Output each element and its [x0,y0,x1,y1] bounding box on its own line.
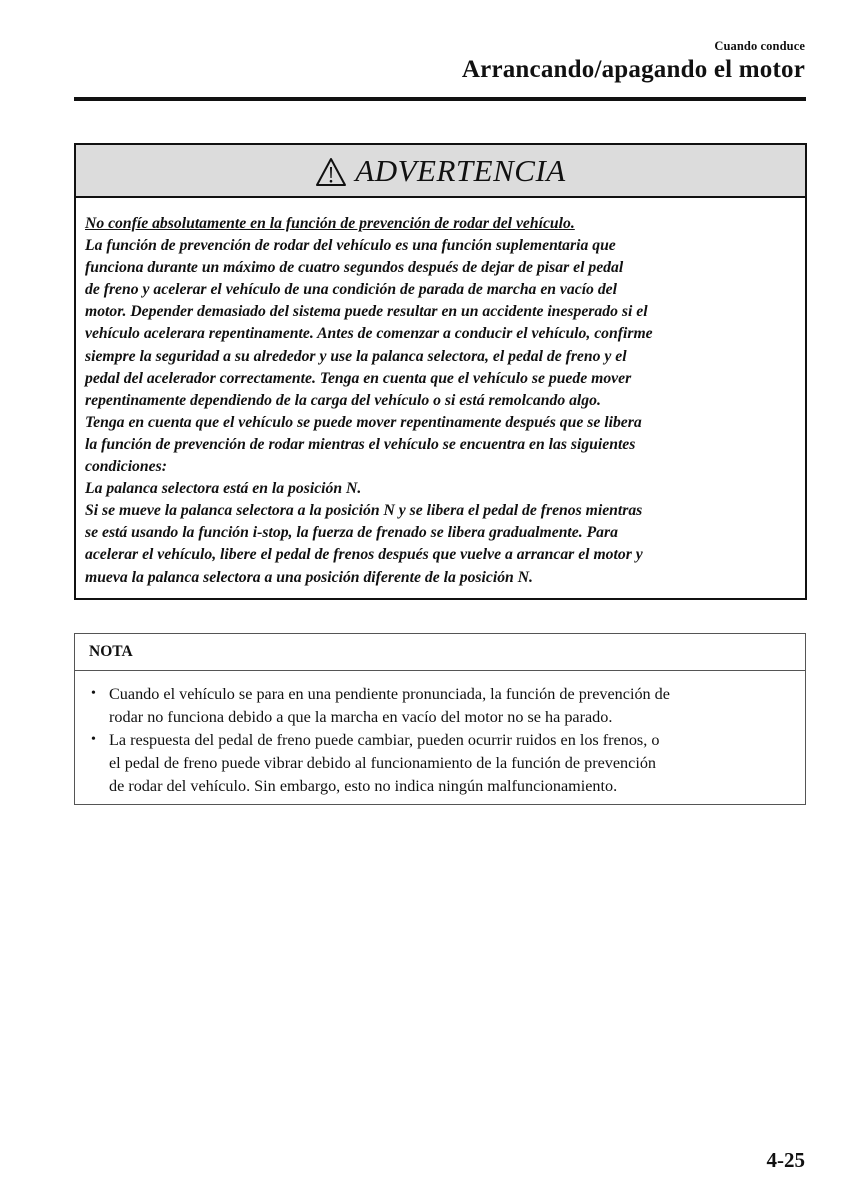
note-box [74,633,806,805]
warning-header [76,145,805,198]
warning-box [74,143,807,600]
warning-text-line: condiciones: [85,458,167,476]
title-divider [74,97,806,101]
warning-text-line: motor. Depender demasiado del sistema puede resultar en un accidente inesperado si el [85,303,648,321]
note-item [89,683,797,728]
note-text-line: rodar no funciona debido a que la marcha en vacío del motor no se ha parado. [109,707,613,726]
note-list [75,671,805,798]
bullet: • [91,686,96,701]
warning-heading: No confíe absolutamente en la función de prevención de rodar del vehículo. [85,215,575,232]
warning-text-line: funciona durante un máximo de cuatro segundos después de dejar de pisar el pedal [85,259,624,277]
warning-text-line: Tenga en cuenta que el vehículo se puede mover repentinamente después que se libera [85,413,642,431]
note-title: NOTA [75,634,805,671]
warning-text-line: repentinamente dependiendo de la carga del vehículo o si está remolcando algo. [85,391,601,409]
note-text-line: el pedal de freno puede vibrar debido al funcionamiento de la función de prevención [109,754,657,773]
warning-text-line: pedal del acelerador correctamente. Tenga en cuenta que el vehículo se puede mover [85,369,632,387]
note-text-line: de rodar del vehículo. Sin embargo, esto no indica ningún malfuncionamiento. [109,776,618,795]
warning-text-line: se está usando la función i-stop, la fuerza de frenado se libera gradualmente. Para [85,524,618,542]
warning-title: ADVERTENCIA [355,152,566,188]
warning-text-line: de freno y acelerar el vehículo de una condición de parada de marcha en vacío del [85,281,617,299]
warning-text-line: Si se mueve la palanca selectora a la posición N y se libera el pedal de frenos mientras [85,502,643,520]
warning-body [76,198,805,589]
warning-text-line: siempre la seguridad a su alrededor y use la palanca selectora, el pedal de freno y el [85,347,627,365]
warning-text-line: vehículo acelerara repentinamente. Antes de comenzar a conducir el vehículo, confirme [85,325,653,343]
page-number: 4-25 [766,1148,805,1172]
warning-text-line: acelerar el vehículo, libere el pedal de frenos después que vuelve a arrancar el motor y [85,546,643,564]
warning-text-line: La función de prevención de rodar del vehículo es una función suplementaria que [85,237,616,255]
section-label: Cuando conduce [714,39,805,53]
warning-text-line: mueva la palanca selectora a una posición diferente de la posición N. [85,568,533,586]
warning-text-line: la función de prevención de rodar mientras el vehículo se encuentra en las siguientes [85,435,636,453]
page-title: Arrancando/apagando el motor [461,56,805,83]
warning-triangle-icon [315,157,347,187]
bullet: • [91,732,96,748]
note-text-line: La respuesta del pedal de freno puede cambiar, pueden ocurrir ruidos en los frenos, o [109,731,660,750]
note-item [89,729,797,797]
warning-text-line: La palanca selectora está en la posición N. [85,480,362,498]
note-text-line: Cuando el vehículo se para en una pendiente pronunciada, la función de prevención de [109,685,670,703]
